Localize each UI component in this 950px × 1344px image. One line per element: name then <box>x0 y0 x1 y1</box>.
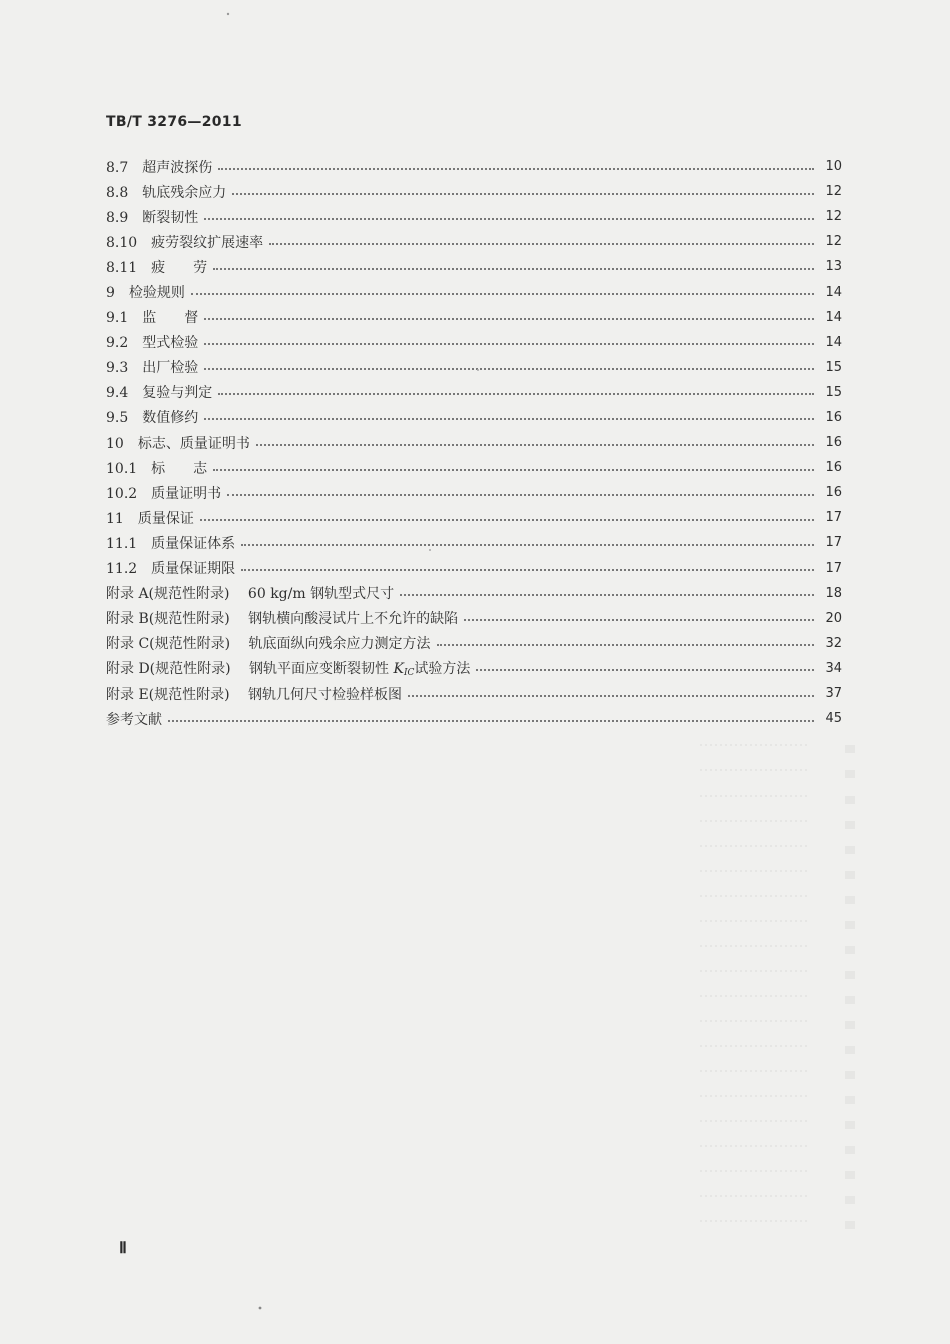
dot-leader <box>204 368 814 370</box>
dot-leader <box>204 418 814 420</box>
toc-entry-symbol-subscript: IC <box>403 668 415 679</box>
toc-entry-title-text: 8.7 超声波探伤 <box>106 159 213 176</box>
dot-leader <box>408 695 814 697</box>
dot-leader <box>227 494 814 496</box>
toc-entry-title-text: 11.1 质量保证体系 <box>106 535 236 552</box>
toc-entry-title <box>106 382 212 402</box>
toc-entry-title-text: 10.1 标 志 <box>106 460 208 477</box>
dot-leader <box>269 243 814 245</box>
toc-entry-title <box>106 458 207 478</box>
toc-entry-title <box>106 709 162 729</box>
toc-entry[interactable] <box>106 681 842 706</box>
toc-entry-title <box>106 407 198 427</box>
toc-entry-title <box>106 684 402 704</box>
toc-entry-title-text: 附录 C(规范性附录) 轨底面纵向残余应力测定方法 <box>106 636 431 653</box>
toc-entry[interactable] <box>106 179 842 204</box>
dot-leader <box>204 318 814 320</box>
toc-entry-page-number: 45 <box>825 711 842 727</box>
toc-entry-title <box>106 357 198 377</box>
dot-leader <box>476 669 814 671</box>
toc-entry-title <box>106 282 185 302</box>
dot-leader <box>256 444 814 446</box>
toc-entry-title <box>106 182 226 202</box>
toc-entry-page-number: 10 <box>825 159 842 175</box>
toc-entry-page-number: 15 <box>825 359 842 375</box>
toc-entry-page-number: 12 <box>825 234 842 250</box>
toc-entry-title-text: 11 质量保证 <box>106 510 194 527</box>
toc-entry[interactable] <box>106 631 842 656</box>
dot-leader <box>232 193 814 195</box>
toc-entry-title <box>106 232 263 252</box>
toc-entry[interactable] <box>106 154 842 179</box>
toc-entry-page-number: 16 <box>825 485 842 501</box>
toc-entry-title <box>106 508 194 528</box>
toc-entry[interactable] <box>106 581 842 606</box>
toc-entry-title <box>106 483 221 503</box>
toc-entry-title-text: 10.2 质量证明书 <box>106 485 222 502</box>
toc-entry-page-number: 18 <box>825 585 842 601</box>
toc-entry[interactable] <box>106 706 842 731</box>
dot-leader <box>191 293 814 295</box>
toc-entry-page-number: 12 <box>825 184 842 200</box>
toc-entry-title <box>106 332 198 352</box>
toc-entry-title-text: 9.2 型式检验 <box>106 335 199 352</box>
toc-entry-title <box>106 658 470 678</box>
toc-entry-title-text: 参考文献 <box>106 711 162 728</box>
toc-entry-title <box>106 157 212 177</box>
toc-entry-title-text: 11.2 质量保证期限 <box>106 561 236 578</box>
toc-entry-title <box>106 583 394 603</box>
toc-entry[interactable] <box>106 556 842 581</box>
toc-entry-page-number: 16 <box>825 460 842 476</box>
toc-entry-title-text: 9.5 数值修约 <box>106 410 199 427</box>
page-number-footer: Ⅱ <box>119 1240 127 1257</box>
toc-entry[interactable] <box>106 405 842 430</box>
toc-entry[interactable] <box>106 505 842 530</box>
toc-entry-title-text: 9.3 出厂检验 <box>106 360 199 377</box>
toc-entry[interactable] <box>106 606 842 631</box>
toc-entry-page-number: 13 <box>825 259 842 275</box>
toc-entry-title-text: 9 检验规则 <box>106 285 185 302</box>
dot-leader <box>213 469 814 471</box>
toc-entry-page-number: 16 <box>825 409 842 425</box>
toc-entry-page-number: 37 <box>825 686 842 702</box>
toc-entry[interactable] <box>106 204 842 229</box>
toc-entry[interactable] <box>106 455 842 480</box>
toc-entry-page-number: 32 <box>825 635 842 651</box>
toc-entry-page-number: 20 <box>825 610 842 626</box>
dot-leader <box>437 644 814 646</box>
toc-entry-title <box>106 558 235 578</box>
toc-entry-title <box>106 433 250 453</box>
dot-leader <box>400 594 814 596</box>
toc-entry[interactable] <box>106 330 842 355</box>
toc-entry[interactable] <box>106 530 842 555</box>
toc-entry-title <box>106 257 207 277</box>
toc-entry-title-text: 8.10 疲劳裂纹扩展速率 <box>106 234 264 251</box>
toc-entry-page-number: 34 <box>825 660 842 676</box>
toc-entry[interactable] <box>106 656 842 681</box>
toc-entry-title-text: 附录 D(规范性附录) 钢轨平面应变断裂韧性 <box>106 661 394 678</box>
toc-entry[interactable] <box>106 355 842 380</box>
toc-entry-page-number: 17 <box>825 560 842 576</box>
dot-leader <box>204 218 814 220</box>
toc-entry-page-number: 14 <box>825 309 842 325</box>
toc-entry-title <box>106 633 431 653</box>
toc-entry-title-text: 9.4 复验与判定 <box>106 385 213 402</box>
dot-leader <box>241 569 814 571</box>
toc-entry[interactable] <box>106 480 842 505</box>
toc-entry-title-text: 附录 A(规范性附录) 60 kg/m 钢轨型式尺寸 <box>106 586 395 603</box>
toc-entry-title <box>106 608 458 628</box>
toc-entry-title <box>106 207 198 227</box>
toc-entry-title <box>106 533 235 553</box>
table-of-contents <box>106 154 842 731</box>
toc-entry-page-number: 14 <box>825 334 842 350</box>
dot-leader <box>218 168 814 170</box>
toc-entry[interactable] <box>106 430 842 455</box>
toc-entry-title-text: 附录 B(规范性附录) 钢轨横向酸浸试片上不允许的缺陷 <box>106 611 459 628</box>
toc-entry-title-text: 附录 E(规范性附录) 钢轨几何尺寸检验样板图 <box>106 686 403 703</box>
toc-entry[interactable] <box>106 305 842 330</box>
toc-entry-title-text: 8.9 断裂韧性 <box>106 209 199 226</box>
dot-leader <box>464 619 814 621</box>
toc-entry-title-text: 9.1 监 督 <box>106 310 199 327</box>
dot-leader <box>213 268 814 270</box>
toc-entry-symbol: K <box>393 661 404 678</box>
dot-leader <box>200 519 814 521</box>
toc-entry[interactable] <box>106 380 842 405</box>
dot-leader <box>204 343 814 345</box>
toc-entry-title-text: 10 标志、质量证明书 <box>106 435 250 452</box>
dot-leader <box>168 720 814 722</box>
toc-entry[interactable] <box>106 279 842 304</box>
toc-entry-page-number: 15 <box>825 384 842 400</box>
toc-entry-title-text: 8.8 轨底残余应力 <box>106 184 227 201</box>
toc-entry[interactable] <box>106 229 842 254</box>
toc-entry-page-number: 17 <box>825 535 842 551</box>
toc-entry-page-number: 17 <box>825 510 842 526</box>
toc-entry-page-number: 16 <box>825 435 842 451</box>
dot-leader <box>241 544 814 546</box>
document-number-header: TB/T 3276—2011 <box>106 114 242 130</box>
toc-entry[interactable] <box>106 254 842 279</box>
toc-entry-title-text: 8.11 疲 劳 <box>106 259 208 276</box>
toc-entry-title-tail: 试验方法 <box>414 661 471 678</box>
dot-leader <box>218 393 814 395</box>
toc-entry-page-number: 14 <box>825 284 842 300</box>
toc-entry-page-number: 12 <box>825 209 842 225</box>
toc-entry-title <box>106 307 198 327</box>
